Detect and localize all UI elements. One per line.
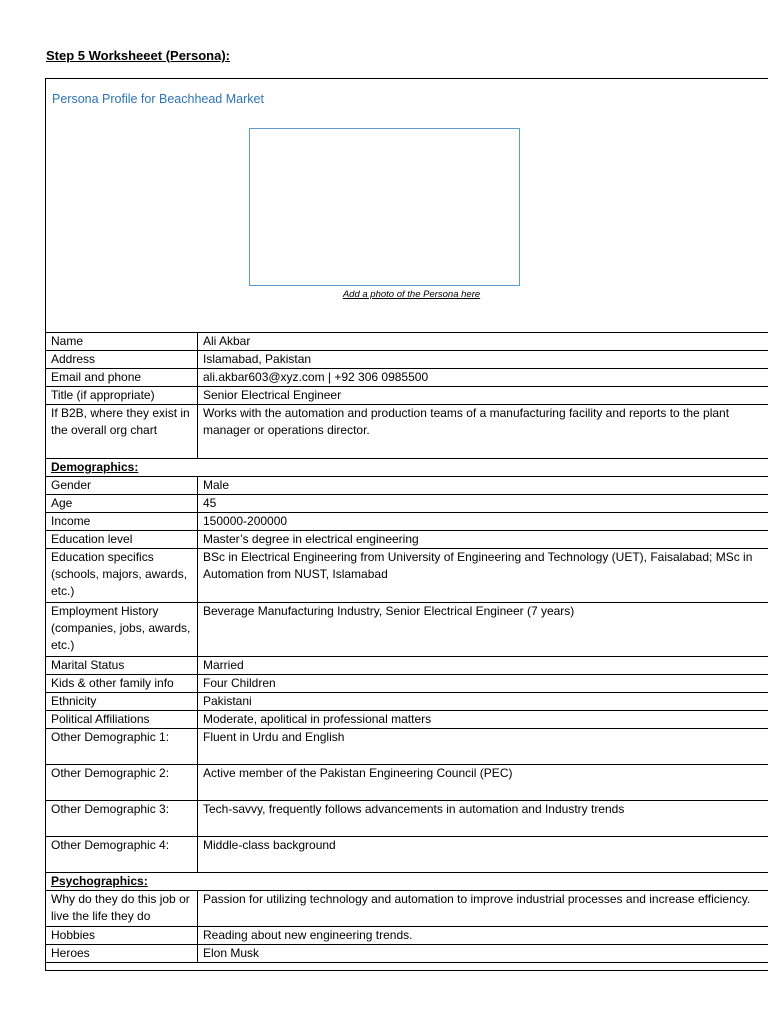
row-label: Hobbies: [46, 927, 198, 945]
row-label: Education level: [46, 531, 198, 549]
table-row: [46, 477, 768, 495]
table-row: [46, 945, 768, 963]
row-label: Other Demographic 1:: [46, 729, 198, 765]
row-label: Political Affiliations: [46, 711, 198, 729]
section-header: Psychographics:: [46, 873, 768, 891]
table-row: [46, 495, 768, 513]
row-label: Address: [46, 351, 198, 369]
row-value: Master’s degree in electrical engineering: [198, 531, 768, 549]
row-value: Pakistani: [198, 693, 768, 711]
row-value: Male: [198, 477, 768, 495]
table-row: [46, 675, 768, 693]
table-row: [46, 387, 768, 405]
table-row: [46, 693, 768, 711]
table-row: [46, 711, 768, 729]
persona-photo-placeholder[interactable]: [249, 128, 520, 286]
row-label: Age: [46, 495, 198, 513]
row-label: Email and phone: [46, 369, 198, 387]
row-label: If B2B, where they exist in the overall org chart: [46, 405, 198, 459]
row-value: Works with the automation and production teams of a manufacturing facility and reports to the plant manager or operations director.: [198, 405, 768, 459]
section-header-row: [46, 873, 768, 891]
row-value: Beverage Manufacturing Industry, Senior Electrical Engineer (7 years): [198, 603, 768, 657]
box-title: Persona Profile for Beachhead Market: [52, 92, 264, 106]
row-value: Reading about new engineering trends.: [198, 927, 768, 945]
table-row: [46, 657, 768, 675]
row-label: Marital Status: [46, 657, 198, 675]
row-value: Islamabad, Pakistan: [198, 351, 768, 369]
table-row: [46, 765, 768, 801]
row-value: 45: [198, 495, 768, 513]
row-label: Other Demographic 3:: [46, 801, 198, 837]
row-value: Moderate, apolitical in professional matters: [198, 711, 768, 729]
row-value: Married: [198, 657, 768, 675]
section-header: Demographics:: [46, 459, 768, 477]
table-row: [46, 603, 768, 657]
table-row: [46, 927, 768, 945]
row-label: Heroes: [46, 945, 198, 963]
table-row: [46, 405, 768, 459]
section-header-row: [46, 459, 768, 477]
row-label: Education specifics (schools, majors, awards, etc.): [46, 549, 198, 603]
row-label: Gender: [46, 477, 198, 495]
row-label: Ethnicity: [46, 693, 198, 711]
table-row: [46, 351, 768, 369]
table-row: [46, 729, 768, 765]
row-value: Senior Electrical Engineer: [198, 387, 768, 405]
row-label: Kids & other family info: [46, 675, 198, 693]
row-value: BSc in Electrical Engineering from University of Engineering and Technology (UET), Faisalabad; MSc in Automation from NUST, Islamabad: [198, 549, 768, 603]
row-value: Passion for utilizing technology and automation to improve industrial processes and increase efficiency.: [198, 891, 768, 927]
row-label: Title (if appropriate): [46, 387, 198, 405]
table-row: [46, 531, 768, 549]
table-row: [46, 837, 768, 873]
row-value: Active member of the Pakistan Engineering Council (PEC): [198, 765, 768, 801]
row-value: 150000-200000: [198, 513, 768, 531]
row-value: Middle-class background: [198, 837, 768, 873]
row-label: Income: [46, 513, 198, 531]
table-row: [46, 801, 768, 837]
row-value: ali.akbar603@xyz.com | +92 306 0985500: [198, 369, 768, 387]
row-value: Tech-savvy, frequently follows advancements in automation and Industry trends: [198, 801, 768, 837]
row-value: Fluent in Urdu and English: [198, 729, 768, 765]
row-value: Ali Akbar: [198, 333, 768, 351]
table-row: [46, 891, 768, 927]
table-row: [46, 549, 768, 603]
row-label: Employment History (companies, jobs, awards, etc.): [46, 603, 198, 657]
row-label: Other Demographic 2:: [46, 765, 198, 801]
row-value: Four Children: [198, 675, 768, 693]
persona-profile-box: [45, 78, 768, 971]
row-label: Name: [46, 333, 198, 351]
persona-table: [45, 332, 768, 963]
table-row: [46, 369, 768, 387]
table-row: [46, 333, 768, 351]
row-label: Why do they do this job or live the life they do: [46, 891, 198, 927]
worksheet-heading: Step 5 Worksheeet (Persona):: [46, 48, 230, 63]
photo-caption: Add a photo of the Persona here: [342, 289, 481, 300]
row-value: Elon Musk: [198, 945, 768, 963]
row-label: Other Demographic 4:: [46, 837, 198, 873]
table-row: [46, 513, 768, 531]
